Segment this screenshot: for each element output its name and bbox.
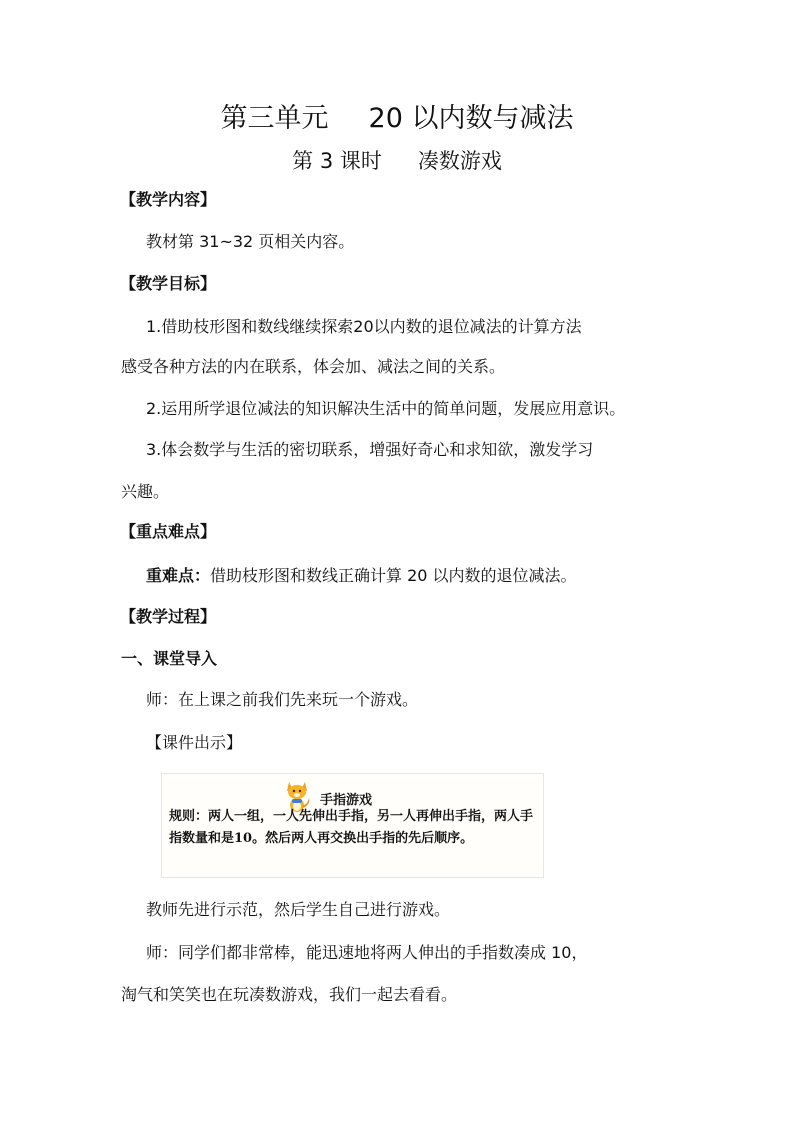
after-card-text: 教师先进行示范，然后学生自己进行游戏。 bbox=[146, 900, 451, 919]
page-subtitle bbox=[0, 146, 794, 176]
card-rules: 规则：两人一组，一人先伸出手指，另一人再伸出手指，两人手指数量和是10。然后两人再交换出手指的先后顺序。 bbox=[169, 809, 534, 846]
key-label: 重难点： bbox=[146, 566, 211, 585]
teacher-line-1: 师：在上课之前我们先来玩一个游戏。 bbox=[146, 690, 419, 709]
goal-3-line-1: 3.体会数学与生活的密切联系，增强好奇心和求知欲，激发学习 bbox=[146, 440, 594, 459]
goal-3-line-2: 兴趣。 bbox=[121, 482, 170, 501]
unit-label: 第三单元 bbox=[220, 103, 329, 134]
key-heading: 【重点难点】 bbox=[120, 522, 217, 541]
content-heading: 【教学内容】 bbox=[120, 190, 217, 209]
teacher-line-2: 师：同学们都非常棒，能迅速地将两人伸出的手指数凑成 10， bbox=[146, 943, 588, 962]
lesson-title: 凑数游戏 bbox=[417, 149, 502, 173]
unit-title: 20 以内数与减法 bbox=[368, 103, 574, 134]
goal-2: 2.运用所学退位减法的知识解决生活中的简单问题，发展应用意识。 bbox=[146, 399, 626, 418]
content-text: 教材第 31~32 页相关内容。 bbox=[146, 232, 355, 251]
page-title bbox=[0, 99, 794, 139]
courseware-label: 【课件出示】 bbox=[146, 733, 243, 752]
courseware-card bbox=[161, 773, 544, 878]
goal-1-line-1: 1.借助枝形图和数线继续探索20以内数的退位减法的计算方法 bbox=[146, 317, 582, 336]
lesson-label: 第 3 课时 bbox=[292, 149, 382, 173]
part-1-heading: 一、课堂导入 bbox=[121, 649, 218, 668]
process-heading: 【教学过程】 bbox=[120, 607, 217, 626]
key-point bbox=[146, 564, 577, 588]
goals-heading: 【教学目标】 bbox=[120, 274, 217, 293]
key-text: 借助枝形图和数线正确计算 20 以内数的退位减法。 bbox=[210, 566, 577, 585]
goal-1-line-2: 感受各种方法的内在联系，体会加、减法之间的关系。 bbox=[121, 357, 506, 376]
teacher-line-3: 淘气和笑笑也在玩凑数游戏，我们一起去看看。 bbox=[121, 985, 458, 1004]
card-title: 手指游戏 bbox=[320, 793, 373, 808]
